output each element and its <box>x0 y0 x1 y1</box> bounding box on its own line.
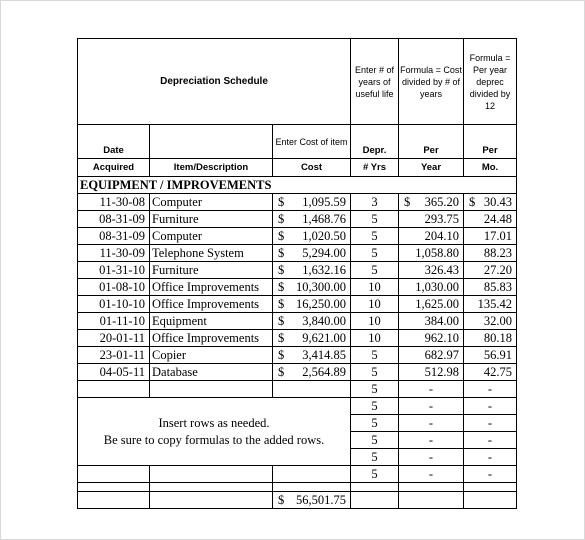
date-cell: 11-30-08 <box>78 194 150 211</box>
date-header-top: Date <box>78 125 150 159</box>
empty-cell <box>399 492 464 509</box>
amount-value: 1,468.76 <box>302 211 346 226</box>
per-year-cell: - <box>399 466 464 483</box>
blank-cost-cell <box>273 466 351 483</box>
item-cell: Office Improvements <box>150 330 273 347</box>
date-cell: 23-01-11 <box>78 347 150 364</box>
item-cell: Office Improvements <box>150 296 273 313</box>
per-month-cell <box>464 228 517 245</box>
date-cell: 08-31-09 <box>78 228 150 245</box>
years-header-bottom: # Yrs <box>351 159 399 177</box>
per-year-cell <box>399 228 464 245</box>
blank-date-cell <box>78 381 150 398</box>
blank-item-cell <box>150 381 273 398</box>
amount-value: 1,058.80 <box>415 245 459 260</box>
years-cell: 5 <box>351 449 399 466</box>
per-year-formula-note: Formula = Cost divided by # of years <box>399 39 464 125</box>
item-cell: Telephone System <box>150 245 273 262</box>
depreciation-table <box>77 38 517 509</box>
item-header-spacer <box>150 125 273 159</box>
currency-symbol: $ <box>278 347 285 362</box>
years-cell: 5 <box>351 415 399 432</box>
currency-symbol: $ <box>278 194 285 209</box>
date-cell: 11-30-09 <box>78 245 150 262</box>
empty-cell <box>150 492 273 509</box>
amount-value: 17.01 <box>483 228 512 243</box>
per-month-cell <box>464 211 517 228</box>
years-cell: 3 <box>351 194 399 211</box>
per-year-cell <box>399 347 464 364</box>
amount-value: 88.23 <box>483 245 512 260</box>
amount-value: 9,621.00 <box>302 330 346 345</box>
table-row <box>78 364 517 381</box>
item-header: Item/Description <box>150 159 273 177</box>
cost-cell <box>273 279 351 296</box>
cost-cell <box>273 228 351 245</box>
table-row <box>78 228 517 245</box>
per-year-cell <box>399 296 464 313</box>
per-month-cell: - <box>464 415 517 432</box>
section-label: EQUIPMENT / IMPROVEMENTS <box>78 177 517 194</box>
per-month-cell <box>464 245 517 262</box>
amount-value: 56.91 <box>483 347 512 362</box>
empty-cell <box>399 483 464 492</box>
years-cell: 5 <box>351 211 399 228</box>
amount-value: 42.75 <box>483 364 512 379</box>
amount-value: 85.83 <box>483 279 512 294</box>
per-month-cell <box>464 279 517 296</box>
table-row <box>78 194 517 211</box>
cost-instruction: Enter Cost of item <box>273 125 351 159</box>
note-line-1: Insert rows as needed. <box>158 415 270 430</box>
amount-value: 293.75 <box>424 211 459 226</box>
per-year-cell <box>399 194 464 211</box>
per-month-cell <box>464 194 517 211</box>
blank-cost-cell <box>273 381 351 398</box>
amount-value: 1,020.50 <box>302 228 346 243</box>
total-cost-cell <box>273 492 351 509</box>
per-month-cell: - <box>464 449 517 466</box>
years-cell: 5 <box>351 432 399 449</box>
amount-value: 24.48 <box>483 211 512 226</box>
date-cell: 20-01-11 <box>78 330 150 347</box>
item-cell: Database <box>150 364 273 381</box>
years-cell: 10 <box>351 279 399 296</box>
currency-symbol: $ <box>278 296 285 311</box>
date-cell: 01-08-10 <box>78 279 150 296</box>
currency-symbol: $ <box>404 194 411 209</box>
years-cell: 5 <box>351 398 399 415</box>
years-cell: 5 <box>351 466 399 483</box>
item-cell: Computer <box>150 194 273 211</box>
per-year-cell <box>399 211 464 228</box>
schedule-title: Depreciation Schedule <box>78 39 351 125</box>
per-year-cell <box>399 262 464 279</box>
years-cell: 5 <box>351 381 399 398</box>
table-row <box>78 347 517 364</box>
blank-date-cell <box>78 466 150 483</box>
per-month-formula-note: Formula = Per year deprec divided by 12 <box>464 39 517 125</box>
blank-item-cell <box>150 466 273 483</box>
cost-header: Cost <box>273 159 351 177</box>
amount-value: 204.10 <box>424 228 459 243</box>
currency-symbol: $ <box>278 313 285 328</box>
empty-cell <box>464 492 517 509</box>
amount-value: 3,414.85 <box>302 347 346 362</box>
cost-cell <box>273 296 351 313</box>
per-month-cell: - <box>464 466 517 483</box>
table-row <box>78 262 517 279</box>
empty-cell <box>351 492 399 509</box>
years-cell: 5 <box>351 228 399 245</box>
amount-value: 27.20 <box>483 262 512 277</box>
date-cell: 01-10-10 <box>78 296 150 313</box>
amount-value: 1,632.16 <box>302 262 346 277</box>
per-month-cell <box>464 364 517 381</box>
years-instruction: Enter # of years of useful life <box>351 39 399 125</box>
table-row <box>78 245 517 262</box>
blank-row <box>78 466 517 483</box>
cost-cell <box>273 262 351 279</box>
spacer-row <box>78 483 517 492</box>
note-line-2: Be sure to copy formulas to the added rows. <box>103 432 325 447</box>
item-cell: Office Improvements <box>150 279 273 296</box>
amount-value: 365.20 <box>424 194 459 209</box>
cost-cell <box>273 194 351 211</box>
cost-cell <box>273 313 351 330</box>
amount-value: 1,625.00 <box>415 296 459 311</box>
per-year-cell: - <box>399 415 464 432</box>
amount-value: 512.98 <box>424 364 459 379</box>
per-month-cell: - <box>464 381 517 398</box>
date-header-bottom: Acquired <box>78 159 150 177</box>
empty-cell <box>273 483 351 492</box>
years-header-mid: Depr. <box>351 125 399 159</box>
item-cell: Copier <box>150 347 273 364</box>
per-year-cell <box>399 313 464 330</box>
cost-cell <box>273 211 351 228</box>
table-row <box>78 296 517 313</box>
amount-value: 326.43 <box>424 262 459 277</box>
per-year-cell <box>399 245 464 262</box>
cost-cell <box>273 364 351 381</box>
empty-cell <box>150 483 273 492</box>
per-month-header-mid: Per <box>464 125 517 159</box>
per-year-header-mid: Per <box>399 125 464 159</box>
per-month-header-bottom: Mo. <box>464 159 517 177</box>
per-year-cell: - <box>399 398 464 415</box>
currency-symbol: $ <box>278 279 285 294</box>
empty-cell <box>78 483 150 492</box>
currency-symbol: $ <box>278 245 285 260</box>
date-cell: 08-31-09 <box>78 211 150 228</box>
amount-value: 1,095.59 <box>302 194 346 209</box>
amount-value: 30.43 <box>483 194 512 209</box>
insert-rows-note <box>78 398 351 466</box>
amount-value: 16,250.00 <box>296 296 346 311</box>
table-row <box>78 313 517 330</box>
amount-value: 384.00 <box>424 313 459 328</box>
years-cell: 10 <box>351 313 399 330</box>
years-cell: 10 <box>351 296 399 313</box>
amount-value: 135.42 <box>477 296 512 311</box>
per-month-cell <box>464 313 517 330</box>
item-cell: Furniture <box>150 262 273 279</box>
per-month-cell <box>464 262 517 279</box>
years-cell: 5 <box>351 347 399 364</box>
currency-symbol: $ <box>469 194 476 209</box>
amount-value: 2,564.89 <box>302 364 346 379</box>
per-year-cell: - <box>399 449 464 466</box>
per-year-cell <box>399 364 464 381</box>
date-cell: 01-31-10 <box>78 262 150 279</box>
cost-cell <box>273 245 351 262</box>
table-row <box>78 279 517 296</box>
date-cell: 01-11-10 <box>78 313 150 330</box>
table-row <box>78 330 517 347</box>
years-cell: 5 <box>351 245 399 262</box>
per-year-cell: - <box>399 381 464 398</box>
years-cell: 5 <box>351 262 399 279</box>
amount-value: 80.18 <box>483 330 512 345</box>
amount-value: 3,840.00 <box>302 313 346 328</box>
currency-symbol: $ <box>278 330 285 345</box>
per-month-cell <box>464 347 517 364</box>
currency-symbol: $ <box>278 364 285 379</box>
amount-value: 32.00 <box>483 313 512 328</box>
currency-symbol: $ <box>278 492 285 507</box>
per-year-header-bottom: Year <box>399 159 464 177</box>
empty-cell <box>464 483 517 492</box>
currency-symbol: $ <box>278 262 285 277</box>
empty-cell <box>78 492 150 509</box>
cost-cell <box>273 330 351 347</box>
table-row <box>78 211 517 228</box>
amount-value: 962.10 <box>424 330 459 345</box>
amount-value: 10,300.00 <box>296 279 346 294</box>
cost-cell <box>273 347 351 364</box>
empty-cell <box>351 483 399 492</box>
currency-symbol: $ <box>278 228 285 243</box>
blank-row <box>78 398 517 415</box>
blank-row <box>78 381 517 398</box>
amount-value: 56,501.75 <box>296 492 346 507</box>
currency-symbol: $ <box>278 211 285 226</box>
item-cell: Furniture <box>150 211 273 228</box>
amount-value: 5,294.00 <box>302 245 346 260</box>
per-month-cell <box>464 296 517 313</box>
item-cell: Computer <box>150 228 273 245</box>
per-year-cell <box>399 279 464 296</box>
years-cell: 5 <box>351 364 399 381</box>
per-month-cell <box>464 330 517 347</box>
per-month-cell: - <box>464 432 517 449</box>
per-month-cell: - <box>464 398 517 415</box>
per-year-cell <box>399 330 464 347</box>
item-cell: Equipment <box>150 313 273 330</box>
date-cell: 04-05-11 <box>78 364 150 381</box>
amount-value: 1,030.00 <box>415 279 459 294</box>
per-year-cell: - <box>399 432 464 449</box>
amount-value: 682.97 <box>424 347 459 362</box>
years-cell: 10 <box>351 330 399 347</box>
total-row <box>78 492 517 509</box>
